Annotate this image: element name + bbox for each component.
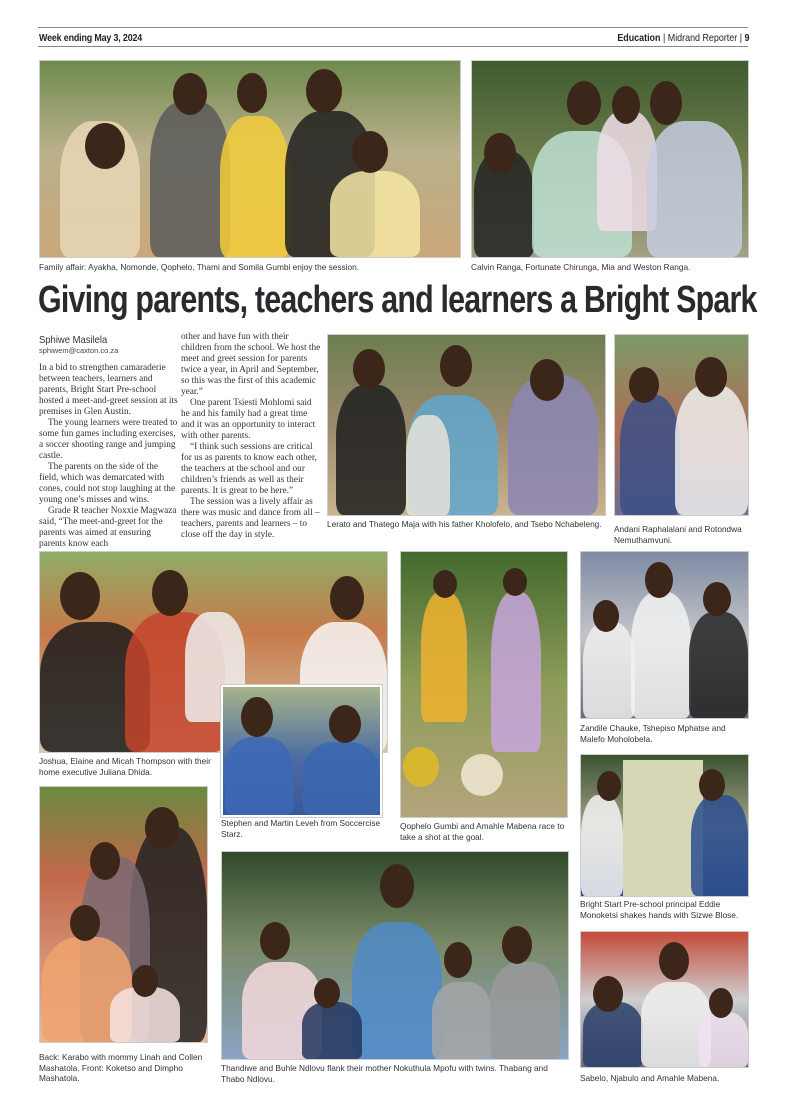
- photo-soccer-race: [400, 551, 568, 818]
- photo-caption: Back: Karabo with mommy Linah and Collen Mashatola. Front: Koketso and Dimpho Mashatola.: [39, 1052, 203, 1083]
- photo-caption: Calvin Ranga, Fortunate Chirunga, Mia and Weston Ranga.: [471, 262, 691, 272]
- photo-leveh-soccercise: [221, 685, 382, 817]
- photo-caption: Joshua, Elaine and Micah Thompson with their home executive Juliana Dhida.: [39, 756, 211, 777]
- paragraph: One parent Tsiesti Mohlomi said he and his family had a great time and it was an opportunity to interact with other parents.: [181, 398, 316, 441]
- author-email: sphiwem@caxton.co.za: [39, 346, 119, 355]
- photo-gumbi-family: [39, 60, 461, 258]
- photo-caption: Andani Raphalalani and Rotondwa Nemuthamvuni.: [614, 524, 742, 545]
- photo-caption: Qophelo Gumbi and Amahle Mabena race to take a shot at the goal.: [400, 821, 565, 842]
- section-name: Education: [616, 32, 661, 44]
- paragraph: The session was a lively affair as there was music and dance from all – teachers, parents and learners – to close off the day in style.: [181, 497, 320, 540]
- separator: |: [662, 32, 665, 44]
- photo-principal-handshake: [580, 754, 749, 897]
- photo-caption: Zandile Chauke, Tshepiso Mphatse and Malefo Moholobela.: [580, 723, 726, 744]
- header-bottom-rule: [38, 46, 748, 47]
- soccer-ball-white: [461, 754, 503, 796]
- photo-mashatola-family: [39, 786, 208, 1043]
- author-name: Sphiwe Masilela: [39, 334, 108, 346]
- photo-caption: Thandiwe and Buhle Ndlovu flank their mother Nokuthula Mpofu with twins. Thabang and Thabo Ndlovu.: [221, 1063, 548, 1084]
- paragraph: “I think such sessions are critical for us as parents to know each other, the teachers at the school and our children’s friends as well as their parents. It is great to be here.”: [181, 442, 317, 496]
- photo-caption: Bright Start Pre-school principal Eddie Monoketsi shakes hands with Sizwe Blose.: [580, 899, 739, 920]
- paragraph: In a bid to strengthen camaraderie between teachers, learners and parents, Bright Start Pre-school hosted a meet-and-greet session at its premises in Glen Austin.: [39, 363, 178, 417]
- photo-caption: Sabelo, Njabulo and Amahle Mabena.: [580, 1073, 720, 1083]
- photo-maja-nchabeleng: [327, 334, 606, 516]
- photo-chauke-mphatse-moholobela: [580, 551, 749, 719]
- paragraph: other and have fun with their children from the school. We host the meet and greet session for parents twice a year, in April and September, so this was the first of this academic year.”: [181, 332, 321, 397]
- soccer-ball-yellow: [403, 747, 439, 787]
- paragraph: Grade R teacher Noxxie Magwaza said, “The meet-and-greet for the parents was aimed at ensuring parents know each: [39, 506, 177, 549]
- photo-caption: Family affair: Ayakha, Nomonde, Qophelo, Thami and Somila Gumbi enjoy the session.: [39, 262, 360, 272]
- page-number: 9: [744, 32, 749, 44]
- photo-ranga-family: [471, 60, 749, 258]
- article-column-2: [181, 332, 321, 541]
- page-section-info: [617, 32, 749, 44]
- separator: |: [739, 32, 742, 44]
- article-headline: Giving parents, teachers and learners a Bright Spark: [38, 279, 757, 321]
- photo-ndlovu-family: [221, 851, 569, 1060]
- photo-raphalalani-nemuthamvuni: [614, 334, 749, 516]
- photo-caption: Lerato and Thatego Maja with his father Kholofelo, and Tsebo Nchabeleng.: [327, 519, 602, 529]
- paragraph: The young learners were treated to some fun games including exercises, a soccer shooting range and jumping castle.: [39, 418, 178, 461]
- header-top-rule: [38, 27, 748, 28]
- article-column-1: [39, 363, 179, 550]
- photo-caption: Stephen and Martin Leveh from Soccercise Starz.: [221, 818, 381, 839]
- issue-date: Week ending May 3, 2024: [39, 32, 143, 44]
- paragraph: The parents on the side of the field, which was demarcated with cones, could not stop laughing at the young one’s misses and wins.: [39, 462, 176, 505]
- publication-name: Midrand Reporter: [667, 32, 737, 44]
- photo-mabena-siblings: [580, 931, 749, 1068]
